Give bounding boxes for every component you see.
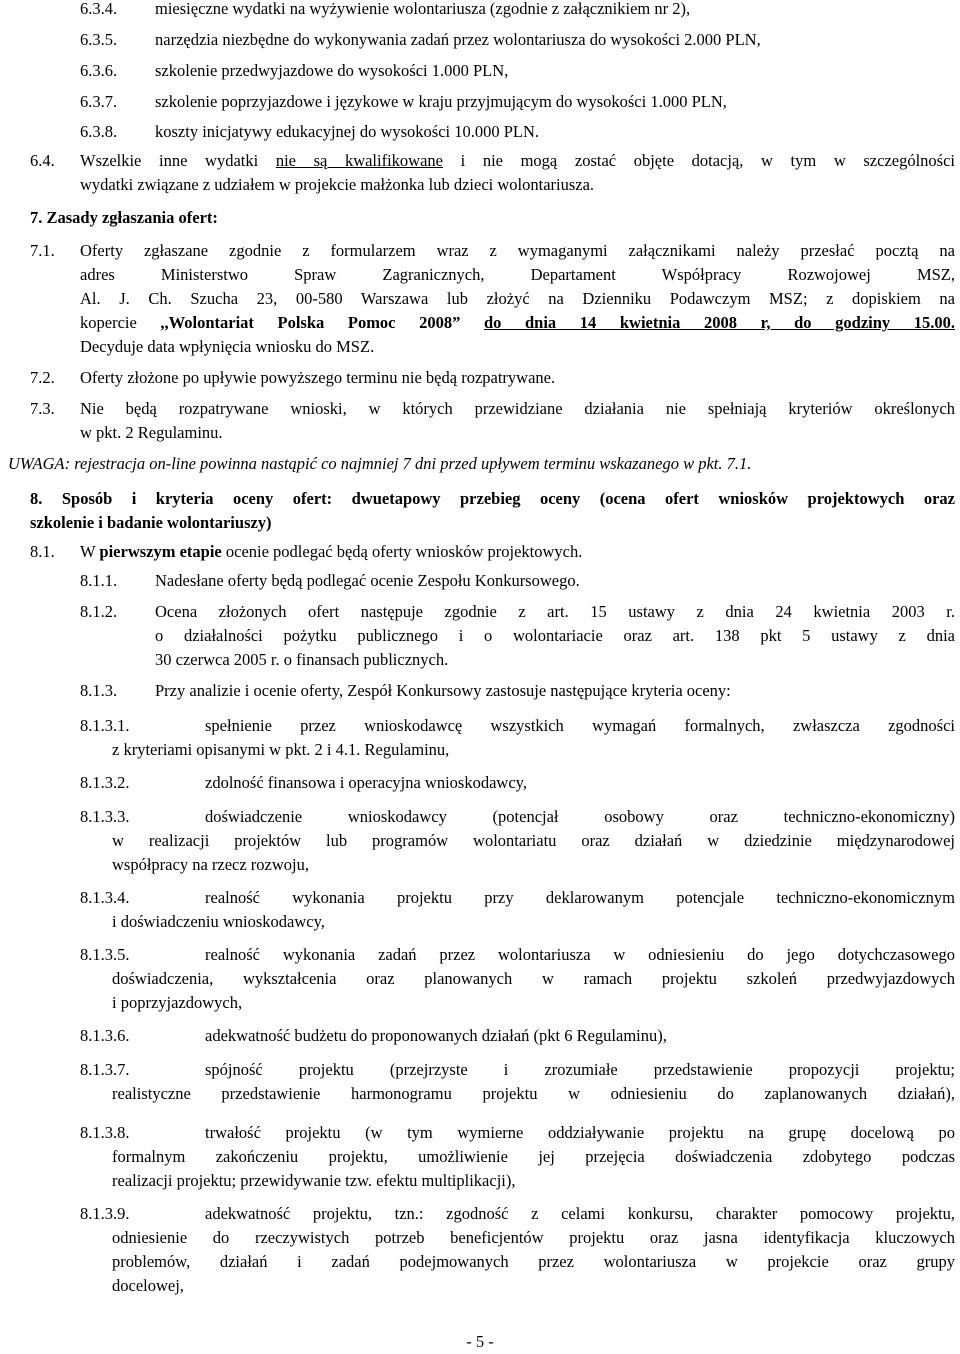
criterion-text: realność wykonania zadań przez wolontariusza w odniesieniu do jego dotychczasowego [205,945,955,964]
criterion-number: 8.1.3.8. [80,1123,130,1142]
item-text: miesięczne wydatki na wyżywienie wolontariusza (zgodnie z załącznikiem nr 2), [155,0,691,18]
item-text: Nadesłane oferty będą podlegać ocenie Zespołu Konkursowego. [155,571,580,590]
text-span: W [80,542,100,561]
criterion-text: docelowej, [112,1276,184,1295]
note: UWAGA: rejestracja on-line powinna nastąpić co najmniej 7 dni przed upływem terminu wskazanego w pkt. 7.1. [8,454,752,473]
paragraph-line: w pkt. 2 Regulaminu. [80,423,223,442]
item-number: 8.1.2. [80,602,118,621]
section-heading: 8. Sposób i kryteria oceny ofert: dwuetapowy przebieg oceny (ocena ofert wniosków projektowych oraz [30,489,955,508]
paragraph-line: Nie będą rozpatrywane wnioski, w których przewidziane działania nie spełniają kryteriów określonych [80,399,955,418]
criterion-number: 8.1.3.9. [80,1204,130,1223]
paragraph-number: 7.1. [30,241,55,260]
paragraph-line: wydatki związane z udziałem w projekcie małżonka lub dzieci wolontariusza. [80,175,595,194]
criterion-number: 8.1.3.4. [80,888,130,907]
criterion-text: realistyczne przedstawienie harmonogramu projektu w odniesieniu do zaplanowanych działań), [112,1084,955,1103]
paragraph-line: Oferty zgłaszane zgodnie z formularzem wraz z wymaganymi załącznikami należy przesłać pocztą na [80,241,955,260]
paragraph-number: 7.2. [30,368,55,387]
criterion-number: 8.1.3.7. [80,1060,130,1079]
item-number: 8.1.1. [80,571,118,590]
deadline-text: do dnia 14 kwietnia 2008 r, do godziny 15.00. [483,313,955,332]
text-span: kopercie [80,313,161,332]
criterion-text: problemów, działań i zadań podejmowanych przez wolontariusza w projekcie oraz grupy [112,1252,955,1271]
text-span: i nie mogą zostać objęte dotacją, w tym w szczególności [460,151,956,170]
criterion-text: spójność projektu (przejrzyste i zrozumiałe przedstawienie propozycji projektu; [205,1060,955,1079]
criterion-text: adekwatność budżetu do proponowanych działań (pkt 6 Regulaminu), [205,1026,667,1045]
paragraph-number: 6.4. [30,151,55,170]
criterion-number: 8.1.3.5. [80,945,130,964]
criterion-text: adekwatność projektu, tzn.: zgodność z celami konkursu, charakter pomocowy projektu, [205,1204,955,1223]
item-number: 6.3.7. [80,92,118,111]
criterion-text: i doświadczeniu wnioskodawcy, [112,912,325,931]
item-text: 30 czerwca 2005 r. o finansach publicznych. [155,650,449,669]
paragraph-number: 8.1. [30,542,55,561]
criterion-text: odniesienie do rzeczywistych potrzeb beneficjentów projektu oraz jasna identyfikacja kluczowych [112,1228,955,1247]
section-heading: 7. Zasady zgłaszania ofert: [30,208,218,227]
criterion-number: 8.1.3.3. [80,807,130,826]
criterion-text: realność wykonania projektu przy deklarowanym potencjale techniczno-ekonomicznym [205,888,955,907]
section-heading: szkolenie i badanie wolontariuszy) [30,513,272,532]
page-number: - 5 - [466,1332,494,1351]
text-span: ocenie podlegać będą oferty wniosków projektowych. [221,542,583,561]
criterion-text: zdolność finansowa i operacyjna wnioskodawcy, [205,773,527,792]
criterion-text: doświadczenia, wykształcenia oraz planowanych w ramach projektu szkoleń przedwyjazdowych [112,969,955,988]
item-text: szkolenie poprzyjazdowe i językowe w kraju przyjmującym do wysokości 1.000 PLN, [155,92,727,111]
criterion-number: 8.1.3.2. [80,773,130,792]
item-text: Ocena złożonych ofert następuje zgodnie z art. 15 ustawy z dnia 24 kwietnia 2003 r. [155,602,955,621]
item-text: o działalności pożytku publicznego i o wolontariacie oraz art. 138 pkt 5 ustawy z dnia [155,626,955,645]
paragraph-line [80,149,955,173]
criterion-text: z kryteriami opisanymi w pkt. 2 i 4.1. Regulaminu, [112,740,450,759]
item-text: Przy analizie i ocenie oferty, Zespół Konkursowy zastosuje następujące kryteria oceny: [155,681,731,700]
criterion-text: i poprzyjazdowych, [112,993,243,1012]
criterion-text: formalnym zakończeniu projektu, umożliwienie jej przejęcia doświadczenia zdobytego podczas [112,1147,955,1166]
bold-text: ,,Wolontariat Polska Pomoc 2008” [160,313,461,332]
item-number: 6.3.5. [80,30,118,49]
paragraph-line: Al. J. Ch. Szucha 23, 00-580 Warszawa lub złożyć na Dzienniku Podawczym MSZ; z dopiskiem na [80,289,955,308]
paragraph-line: adres Ministerstwo Spraw Zagranicznych, Departament Współpracy Rozwojowej MSZ, [80,265,955,284]
paragraph-line: Decyduje data wpłynięcia wniosku do MSZ. [80,337,375,356]
item-number: 6.3.4. [80,0,118,18]
criterion-number: 8.1.3.1. [80,716,130,735]
paragraph-number: 7.3. [30,399,55,418]
text-span: Wszelkie inne wydatki [80,151,259,170]
item-text: szkolenie przedwyjazdowe do wysokości 1.000 PLN, [155,61,509,80]
paragraph-line [80,311,955,335]
criterion-number: 8.1.3.6. [80,1026,130,1045]
criterion-text: realizacji projektu; przewidywanie tzw. efektu multiplikacji), [112,1171,516,1190]
criterion-text: w realizacji projektów lub programów wolontariatu oraz działań w dziedzinie międzynarodowej [112,831,955,850]
criterion-text: współpracy na rzecz rozwoju, [112,855,309,874]
item-text: narzędzia niezbędne do wykonywania zadań przez wolontariusza do wysokości 2.000 PLN, [155,30,761,49]
criterion-text: trwałość projektu (w tym wymierne oddziaływanie projektu na grupę docelową po [205,1123,955,1142]
bold-text: pierwszym etapie [99,542,222,561]
item-number: 6.3.8. [80,122,118,141]
item-text: koszty inicjatywy edukacyjnej do wysokości 10.000 PLN. [155,122,540,141]
paragraph-line [80,540,582,564]
item-number: 6.3.6. [80,61,118,80]
criterion-text: spełnienie przez wnioskodawcę wszystkich wymagań formalnych, zwłaszcza zgodności [205,716,955,735]
underlined-text: nie są kwalifikowane [275,151,443,170]
paragraph-line: Oferty złożone po upływie powyższego terminu nie będą rozpatrywane. [80,368,556,387]
item-number: 8.1.3. [80,681,118,700]
criterion-text: doświadczenie wnioskodawcy (potencjał osobowy oraz techniczno-ekonomiczny) [205,807,955,826]
